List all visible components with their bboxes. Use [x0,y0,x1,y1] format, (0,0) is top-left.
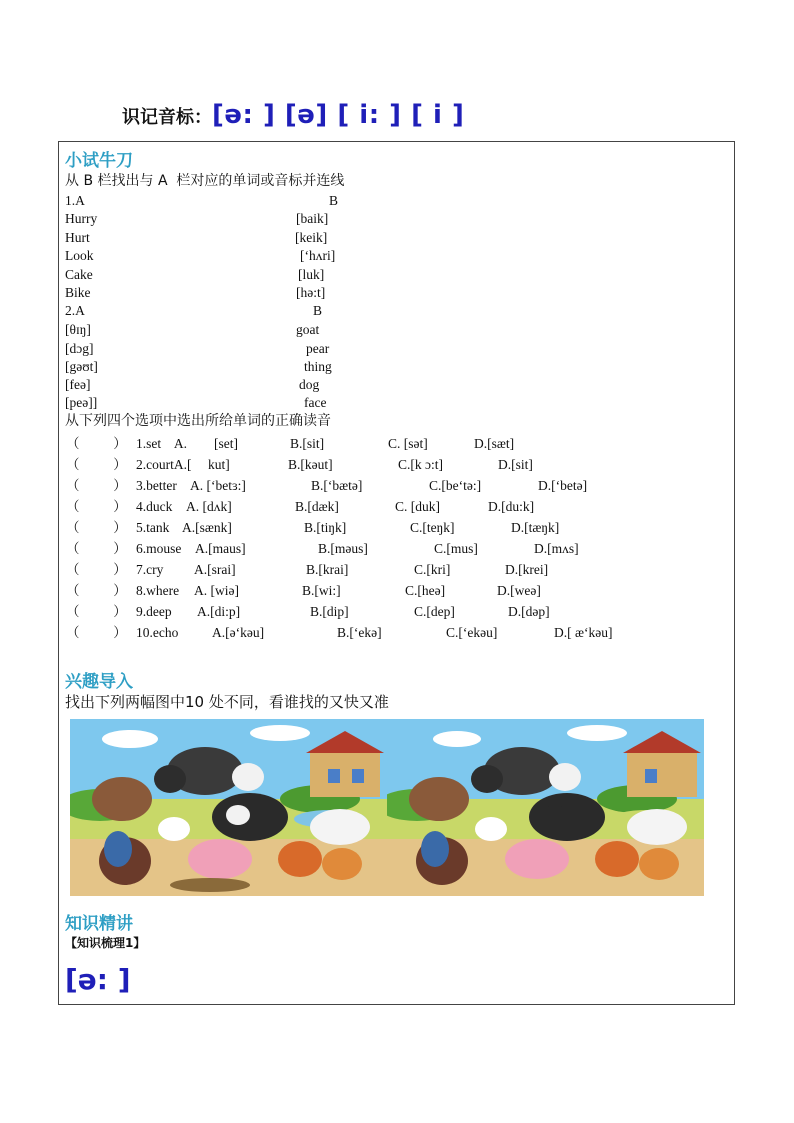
group1-a-item: Hurt [65,230,90,245]
spot-difference-instruction: 找出下列两幅图中10 处不同，看谁找的又快又准 [65,693,389,711]
phonetic-symbol: [ə: ] [65,963,131,996]
question-word: 3.better [136,478,177,493]
section-title-interest: 兴趣导入 [65,672,133,692]
group2-b-item: face [304,395,327,410]
group1-b-item: [hə:t] [296,285,326,300]
option-b: B.[sit] [290,436,325,451]
farm-picture-left [70,719,387,896]
group2-a-label: 2.A [65,303,85,318]
option-b: B.[wi:] [302,583,341,598]
question-word: 9.deep [136,604,172,619]
option-b: B.[krai] [306,562,349,577]
option-b: B.[dæk] [295,499,339,514]
option-d: D.[weə] [497,583,541,598]
group2-b-item: pear [306,341,330,356]
question-word: 2.courtA.[ [136,457,192,472]
option-d: D.[dəp] [508,604,550,619]
option-b: B.[ʻekə] [337,625,382,640]
matching-instruction: 从 B 栏找出与 A 栏对应的单词或音标并连线 [65,173,345,189]
option-a: A.[srai] [194,562,236,577]
group2-b-item: goat [296,322,320,337]
farm-picture-right [387,719,704,896]
answer-blank[interactable]: （ ） [66,520,127,535]
option-d: D.[sit] [498,457,533,472]
option-c: C. [duk] [395,499,440,514]
option-d: D.[mʌs] [534,541,579,556]
question-word: 1.set A. [136,436,188,451]
group1-a-label: 1.A [65,193,85,208]
option-a: [set] [214,436,238,451]
group1-b-item: [baik] [296,211,329,226]
choice-instruction: 从下列四个选项中选出所给单词的正确读音 [65,413,331,429]
option-d: D.[sæt] [474,436,515,451]
phonetics-title [122,100,464,140]
option-d: D.[krei] [505,562,549,577]
option-a: A.[əʻkəu] [212,625,265,640]
group2-a-item: [θɪŋ] [65,322,91,337]
question-word: 6.mouse [136,541,182,556]
question-word: 10.echo [136,625,179,640]
question-word: 7.cry [136,562,164,577]
option-b: B.[ʻbætə] [311,478,363,493]
option-d: D.[du:k] [488,499,535,514]
option-c: C. [sət] [388,436,428,451]
farm-illustration-left [70,719,387,896]
option-d: D.[ æʻkəu] [554,625,613,640]
option-a: kut] [208,457,230,472]
option-b: B.[tiŋk] [304,520,347,535]
group2-a-item: [feə] [65,377,91,392]
question-word: 5.tank [136,520,170,535]
answer-blank[interactable]: （ ） [66,625,127,640]
option-b: B.[dip] [310,604,349,619]
phonetics-title-label: 识记音标： [122,107,212,128]
option-b: B.[kəut] [288,457,333,472]
option-c: C.[kri] [414,562,451,577]
group1-a-item: Cake [65,267,93,282]
answer-blank[interactable]: （ ） [66,562,127,577]
option-a: A. [ʻbetɜ:] [190,478,246,493]
farm-illustration-right [387,719,704,896]
group2-b-item: dog [299,377,320,392]
group1-a-item: Hurry [65,211,98,226]
option-c: C.[k ɔ:t] [398,457,443,472]
group1-b-item: [luk] [298,267,325,282]
group1-b-label: B [329,193,339,208]
option-c: C.[mus] [434,541,478,556]
option-c: C.[beʻtə:] [429,478,482,493]
group1-b-item: [keik] [295,230,328,245]
option-c: C.[dep] [414,604,455,619]
option-b: B.[məus] [318,541,368,556]
group1-a-item: Look [65,248,94,263]
group1-a-item: Bike [65,285,91,300]
answer-blank[interactable]: （ ） [66,541,127,556]
section-title-knowledge: 知识精讲 [65,914,133,934]
option-a: A.[sænk] [182,520,232,535]
knowledge-subtitle: 【知识梳理1】 [65,936,146,950]
option-a: A. [dʌk] [186,499,232,514]
answer-blank[interactable]: （ ） [66,499,127,514]
option-c: C.[heə] [405,583,446,598]
question-word: 8.where [136,583,180,598]
option-a: A.[di:p] [197,604,241,619]
answer-blank[interactable]: （ ） [66,604,127,619]
group2-b-label: B [313,303,323,318]
answer-blank[interactable]: （ ） [66,436,127,451]
answer-blank[interactable]: （ ） [66,583,127,598]
option-d: D.[ʻbetə] [538,478,588,493]
group2-b-item: thing [304,359,332,374]
section-title-warmup: 小试牛刀 [65,151,133,171]
group1-b-item: [ʻhʌri] [300,248,336,263]
question-word: 4.duck [136,499,173,514]
group2-a-item: [gəʊt] [65,359,98,374]
group2-a-item: [peə]] [65,395,98,410]
group2-a-item: [dɔg] [65,341,94,356]
option-a: A. [wiə] [194,583,239,598]
option-c: C.[ʻekəu] [446,625,498,640]
phonetics-title-symbols: [ə: ] [ə] [ i: ] [ i ] [212,100,465,130]
option-c: C.[teŋk] [410,520,455,535]
option-a: A.[maus] [195,541,246,556]
option-d: D.[tæŋk] [511,520,560,535]
answer-blank[interactable]: （ ） [66,457,127,472]
answer-blank[interactable]: （ ） [66,478,127,493]
